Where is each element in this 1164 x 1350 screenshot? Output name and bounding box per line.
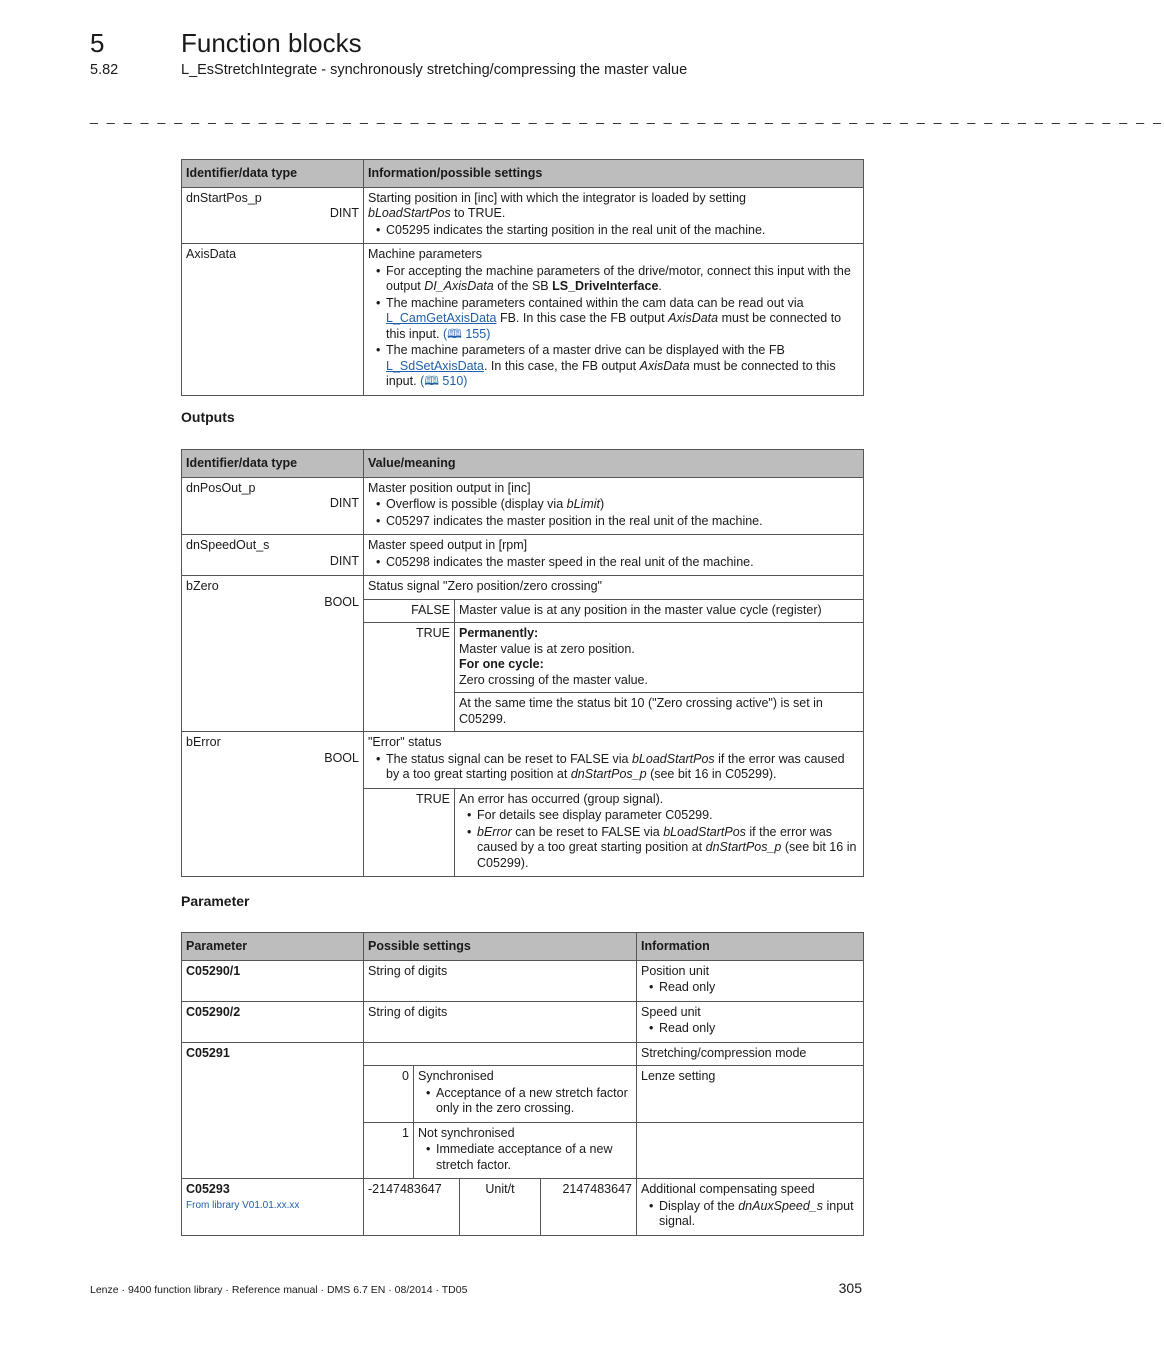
info-cell xyxy=(364,187,864,244)
option-text: Not synchronised • Immediate acceptance of a new stretch factor. xyxy=(414,1122,637,1179)
data-type: BOOL xyxy=(324,750,359,765)
outputs-table xyxy=(181,449,864,877)
info-cell: Stretching/compression mode xyxy=(637,1042,864,1066)
data-type: DINT xyxy=(329,553,359,568)
max-value: 2147483647 xyxy=(541,1179,637,1236)
data-type: BOOL xyxy=(324,594,359,609)
info-cell: Speed unit • Read only xyxy=(637,1001,864,1042)
setting-cell xyxy=(364,1042,637,1066)
list-item: • The status signal can be reset to FALSE via bLoadStartPos if the error was caused by a too great starting position at dnStartPos_p (see bit 16 in C05299). xyxy=(386,752,859,783)
identifier: AxisData xyxy=(186,247,237,261)
data-type: DINT xyxy=(329,496,359,510)
meaning-cell: An error has occurred (group signal). • For details see display parameter C05299. • bError can be reset to FALSE via bLoadStartPos if the error was caused by a too great starting position at dnStartPos_p (see bit 16 in C05299). xyxy=(455,788,864,877)
parameter-name: C05293 xyxy=(186,1182,230,1196)
list-item: • C05298 indicates the master speed in the real unit of the machine. xyxy=(386,555,859,571)
parameter-heading: Parameter xyxy=(181,893,250,909)
description: Starting position in [inc] with which the integrator is loaded by setting bLoadStartPos to TRUE. xyxy=(368,190,746,220)
meaning-cell: At the same time the status bit 10 ("Zero crossing active") is set in C05299. xyxy=(455,693,864,732)
parameter-table xyxy=(181,932,864,1236)
table-header-row xyxy=(182,160,864,188)
column-header: Parameter xyxy=(182,933,364,961)
list-item: • Read only xyxy=(659,980,859,996)
column-header: Identifier/data type xyxy=(182,160,364,188)
parameter-name: C05290/2 xyxy=(182,1001,364,1042)
link-l-sdsetaxisdata[interactable]: L_SdSetAxisData xyxy=(386,358,484,373)
min-value: -2147483647 xyxy=(364,1179,460,1236)
option-text: Synchronised • Acceptance of a new stretch factor only in the zero crossing. xyxy=(414,1066,637,1123)
unit-value: Unit/t xyxy=(460,1179,541,1236)
table-header-row xyxy=(182,450,864,478)
list-item: • The machine parameters contained within the cam data can be read out via L_CamGetAxisData FB. In this case the FB output AxisData must be connected to this input. (🕮 155) xyxy=(386,296,859,343)
table-row xyxy=(182,187,864,244)
meaning-cell: Permanently: Master value is at zero position. For one cycle: Zero crossing of the master value. xyxy=(455,623,864,693)
column-header: Value/meaning xyxy=(364,450,864,478)
value-cell: TRUE xyxy=(364,788,455,877)
identifier-cell xyxy=(182,477,364,535)
identifier: dnStartPos_p xyxy=(186,190,262,205)
list-item: • C05295 indicates the starting position in the real unit of the machine. xyxy=(386,223,859,239)
link-l-camgetaxisdata[interactable]: L_CamGetAxisData xyxy=(386,311,497,325)
info-cell xyxy=(364,477,864,535)
info-cell: "Error" status • The status signal can be reset to FALSE via bLoadStartPos if the error was caused by a too great starting position at dnStartPos_p (see bit 16 in C05299). xyxy=(364,732,864,789)
list-item: • Immediate acceptance of a new stretch factor. xyxy=(436,1142,632,1173)
page-reference-link[interactable]: (🕮 510) xyxy=(420,374,468,388)
parameter-name-cell xyxy=(182,1179,364,1236)
info-cell xyxy=(364,535,864,576)
info-cell: Additional compensating speed • Display of the dnAuxSpeed_s input signal. xyxy=(637,1179,864,1236)
identifier-cell xyxy=(182,535,364,576)
info-cell xyxy=(364,244,864,396)
list-item: • For accepting the machine parameters of the drive/motor, connect this input with the output DI_AxisData of the SB LS_DriveInterface. xyxy=(386,264,859,295)
list-item: • For details see display parameter C05299. xyxy=(477,808,859,824)
info-cell: Lenze setting xyxy=(637,1066,864,1123)
header-separator: _ _ _ _ _ _ _ _ _ _ _ _ _ _ _ _ _ _ _ _ _ _ _ _ _ _ _ _ _ _ _ _ _ _ _ _ _ _ _ _ _ _ _ _ _ _ _ _ _ _ _ _ _ _ _ _ _ _ _ _ _ _ _ _ xyxy=(90,108,1164,124)
table-row xyxy=(182,732,864,789)
table-row xyxy=(182,960,864,1001)
identifier: bZero xyxy=(186,579,219,593)
page-reference-link[interactable]: (🕮 155) xyxy=(442,326,491,341)
table-row xyxy=(182,477,864,535)
list-item: • Display of the dnAuxSpeed_s input signal. xyxy=(659,1199,859,1230)
column-header: Identifier/data type xyxy=(182,450,364,478)
description: Master speed output in [rpm] xyxy=(368,538,528,552)
meaning-cell: Master value is at any position in the master value cycle (register) xyxy=(455,599,864,623)
value-cell: TRUE xyxy=(364,623,455,732)
section-title: L_EsStretchIntegrate - synchronously stretching/compressing the master value xyxy=(181,62,688,78)
description: Machine parameters xyxy=(368,247,482,261)
parameter-name: C05291 xyxy=(182,1042,364,1179)
column-header: Information xyxy=(637,933,864,961)
list-item: • bError can be reset to FALSE via bLoadStartPos if the error was caused by a too great starting position at dnStartPos_p (see bit 16 in C05299). xyxy=(477,825,859,872)
list-item: • Overflow is possible (display via bLimit) xyxy=(386,497,859,513)
identifier: dnPosOut_p xyxy=(186,480,256,495)
option-value: 0 xyxy=(364,1066,414,1123)
setting-cell: String of digits xyxy=(364,1001,637,1042)
option-value: 1 xyxy=(364,1122,414,1179)
table-row xyxy=(182,244,864,396)
value-cell: FALSE xyxy=(364,599,455,623)
identifier-cell xyxy=(182,187,364,244)
info-cell xyxy=(637,1122,864,1179)
outputs-heading: Outputs xyxy=(181,409,235,425)
list-item: • C05297 indicates the master position in the real unit of the machine. xyxy=(386,514,859,530)
column-header: Information/possible settings xyxy=(364,160,864,188)
identifier-cell xyxy=(182,244,364,396)
table-row xyxy=(182,535,864,576)
setting-cell: String of digits xyxy=(364,960,637,1001)
data-type: DINT xyxy=(329,206,359,220)
table-row xyxy=(182,1042,864,1066)
info-cell: Position unit • Read only xyxy=(637,960,864,1001)
identifier-cell xyxy=(182,576,364,732)
description: Master position output in [inc] xyxy=(368,480,531,495)
chapter-number: 5 xyxy=(90,28,105,58)
table-header-row xyxy=(182,933,864,961)
column-header: Possible settings xyxy=(364,933,637,961)
table-row xyxy=(182,576,864,600)
chapter-title: Function blocks xyxy=(181,28,362,58)
list-item: • Read only xyxy=(659,1021,859,1037)
parameter-name: C05290/1 xyxy=(182,960,364,1001)
identifier: bError xyxy=(186,735,221,749)
inputs-table xyxy=(181,159,864,396)
list-item: • The machine parameters of a master drive can be displayed with the FB L_SdSetAxisData. In this case, the FB output AxisData must be connected to this input. (🕮 510) xyxy=(386,343,859,390)
list-item: • Acceptance of a new stretch factor only in the zero crossing. xyxy=(436,1086,632,1117)
footer-text: Lenze · 9400 function library · Reference manual · DMS 6.7 EN · 08/2014 · TD05 xyxy=(90,1284,468,1296)
page-number: 305 xyxy=(838,1280,862,1296)
identifier-cell xyxy=(182,732,364,877)
library-version-link[interactable]: From library V01.01.xx.xx xyxy=(186,1199,300,1211)
identifier: dnSpeedOut_s xyxy=(186,538,270,552)
section-number: 5.82 xyxy=(90,62,119,78)
info-cell: Status signal "Zero position/zero crossing" xyxy=(364,576,864,600)
table-row xyxy=(182,1179,864,1236)
table-row xyxy=(182,1001,864,1042)
